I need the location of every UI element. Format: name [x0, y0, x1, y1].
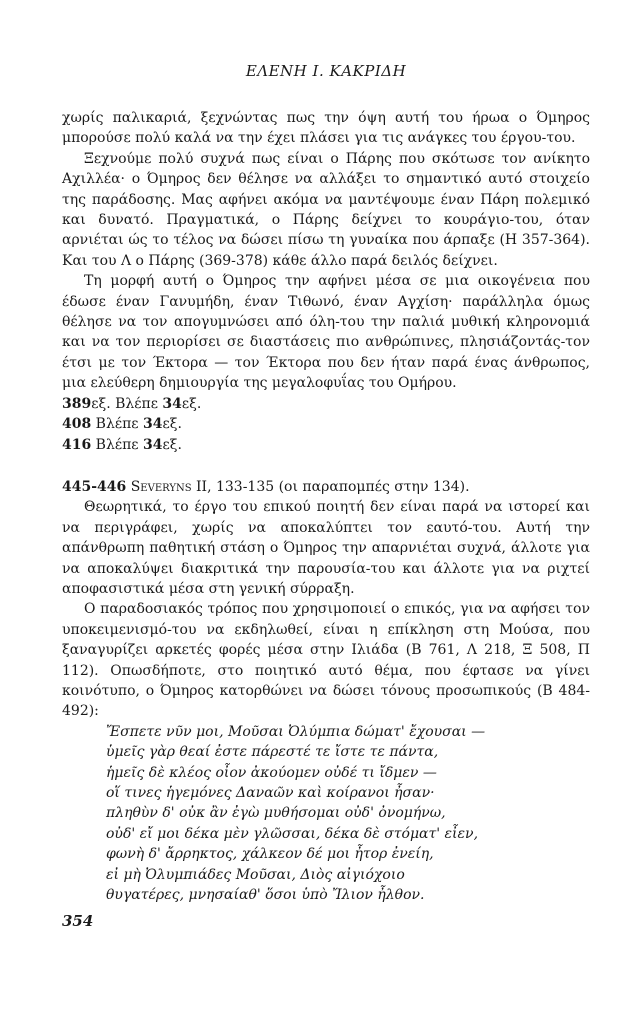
- running-header: ΕΛΕΝΗ Ι. ΚΑΚΡΙΔΗ: [245, 62, 407, 80]
- verse-line: εἰ μὴ Ὀλυμπιάδες Μοῦσαι, Διὸς αἰγιόχοιο: [106, 866, 405, 883]
- greek-quotation: [62, 722, 590, 906]
- verse-line: πληθὺν δ' οὐκ ἂν ἐγὼ μυθήσομαι οὐδ' ὀνομήνω,: [106, 805, 446, 822]
- paragraph: Θεωρητικά, το έργο του επικού ποιητή δεν είναι παρά να ιστορεί και να περιγράφει, χωρίς να αποκαλύπτει τον εαυτό-του. Αυτή την απάνθρωπη παθητική στάση ο Όμηρος την απαρνιέται συχνά, άλλοτε για να αποκαλύψει διακριτικά την παρουσία-του και άλλοτε για να ριχτεί αποφασιστικά μέσα στη γενική σύρραξη.: [62, 499, 590, 597]
- verse-line: φωνὴ δ' ἄρρηκτος, χάλκεον δέ μοι ἦτορ ἐνείη,: [106, 846, 434, 863]
- paragraph: Τη μορφή αυτή ο Όμηρος την αφήνει μέσα σε μια οικογένεια που έδωσε έναν Γανυμήδη, έναν Τιθωνό, έναν Αγχίση· παράλληλα όμως θέλησε να τον απογυμνώσει από όλη-του την παλιά μυθική κληρονομιά και να τον περιορίσει σε διαστάσεις πιο ανθρώπινες, πλησιάζοντάς-τον έτσι με τον Έκτορα — τον Έκτορα που δεν ήταν παρά ένας άνθρωπος, μια ελεύθερη δημιουργία της μεγαλοφυΐας του Ομήρου.: [62, 273, 590, 392]
- section-heading: 445-446 Severyns ΙΙ, 133-135 (οι παραπομπές στην 134).: [62, 478, 470, 495]
- note-line: 408 Βλέπε 34εξ.: [62, 416, 182, 433]
- body-text: [62, 108, 590, 905]
- verse-line: οὐδ' εἴ μοι δέκα μὲν γλῶσσαι, δέκα δὲ στόματ' εἶεν,: [106, 825, 479, 842]
- paragraph: χωρίς παλικαριά, ξεχνώντας πως την όψη αυτή του ήρωα ο Όμηρος μπορούσε πολύ καλά να την έχει πλάσει για τις ανάγκες του έργου-του.: [62, 110, 590, 147]
- verse-line: ὑμεῖς γὰρ θεαί ἐστε πάρεστέ τε ἴστε τε πάντα,: [106, 744, 439, 761]
- verse-line: θυγατέρες, μνησαίαθ' ὅσοι ὑπὸ Ἴλιον ἦλθον.: [106, 887, 425, 904]
- note-line: 389εξ. Βλέπε 34εξ.: [62, 395, 202, 412]
- paragraph: Ξεχνούμε πολύ συχνά πως είναι ο Πάρης που σκότωσε τον ανίκητο Αχιλλέα· ο Όμηρος δεν θέλησε να αλλάξει το σημαντικό αυτό στοιχείο της παράδοσης. Μας αφήνει ακόμα να μαντέψουμε έναν Πάρη πολεμικό και δυνατό. Πραγματικά, ο Πάρης δείχνει το κουράγιο-του, όταν αρνιέται ώς το τέλος να δώσει πίσω τη γυναίκα που άρπαξε (Η 357-364). Και του Λ ο Πάρης (369-378) κάθε άλλο παρά δειλός δείχνει.: [62, 150, 590, 269]
- verse-line: Ἔσπετε νῦν μοι, Μοῦσαι Ὀλύμπια δώματ' ἔχουσαι —: [106, 723, 486, 740]
- notes-list: [62, 394, 590, 455]
- page-number: 354: [62, 912, 94, 930]
- note-line: 416 Βλέπε 34εξ.: [62, 436, 182, 453]
- verse-line: οἵ τινες ἡγεμόνες Δαναῶν καὶ κοίρανοι ἦσαν·: [106, 785, 435, 801]
- verse-line: ἡμεῖς δὲ κλέος οἶον ἀκούομεν οὐδέ τι ἴδμεν —: [106, 764, 437, 781]
- paragraph: Ο παραδοσιακός τρόπος που χρησιμοποιεί ο επικός, για να αφήσει τον υποκειμενισμό-του να εκδηλωθεί, είναι η επίκληση στη Μούσα, που ξαναγυρίζει αρκετές φορές μέσα στην Ιλιάδα (Β 761, Λ 218, Ξ 508, Π 112). Οπωσδήποτε, στο ποιητικό αυτό θέμα, που έφτασε να γίνει κοινότυπο, ο Όμηρος κατορθώνει να δώσει τόνους προσωπικούς (Β 484-492):: [62, 601, 590, 720]
